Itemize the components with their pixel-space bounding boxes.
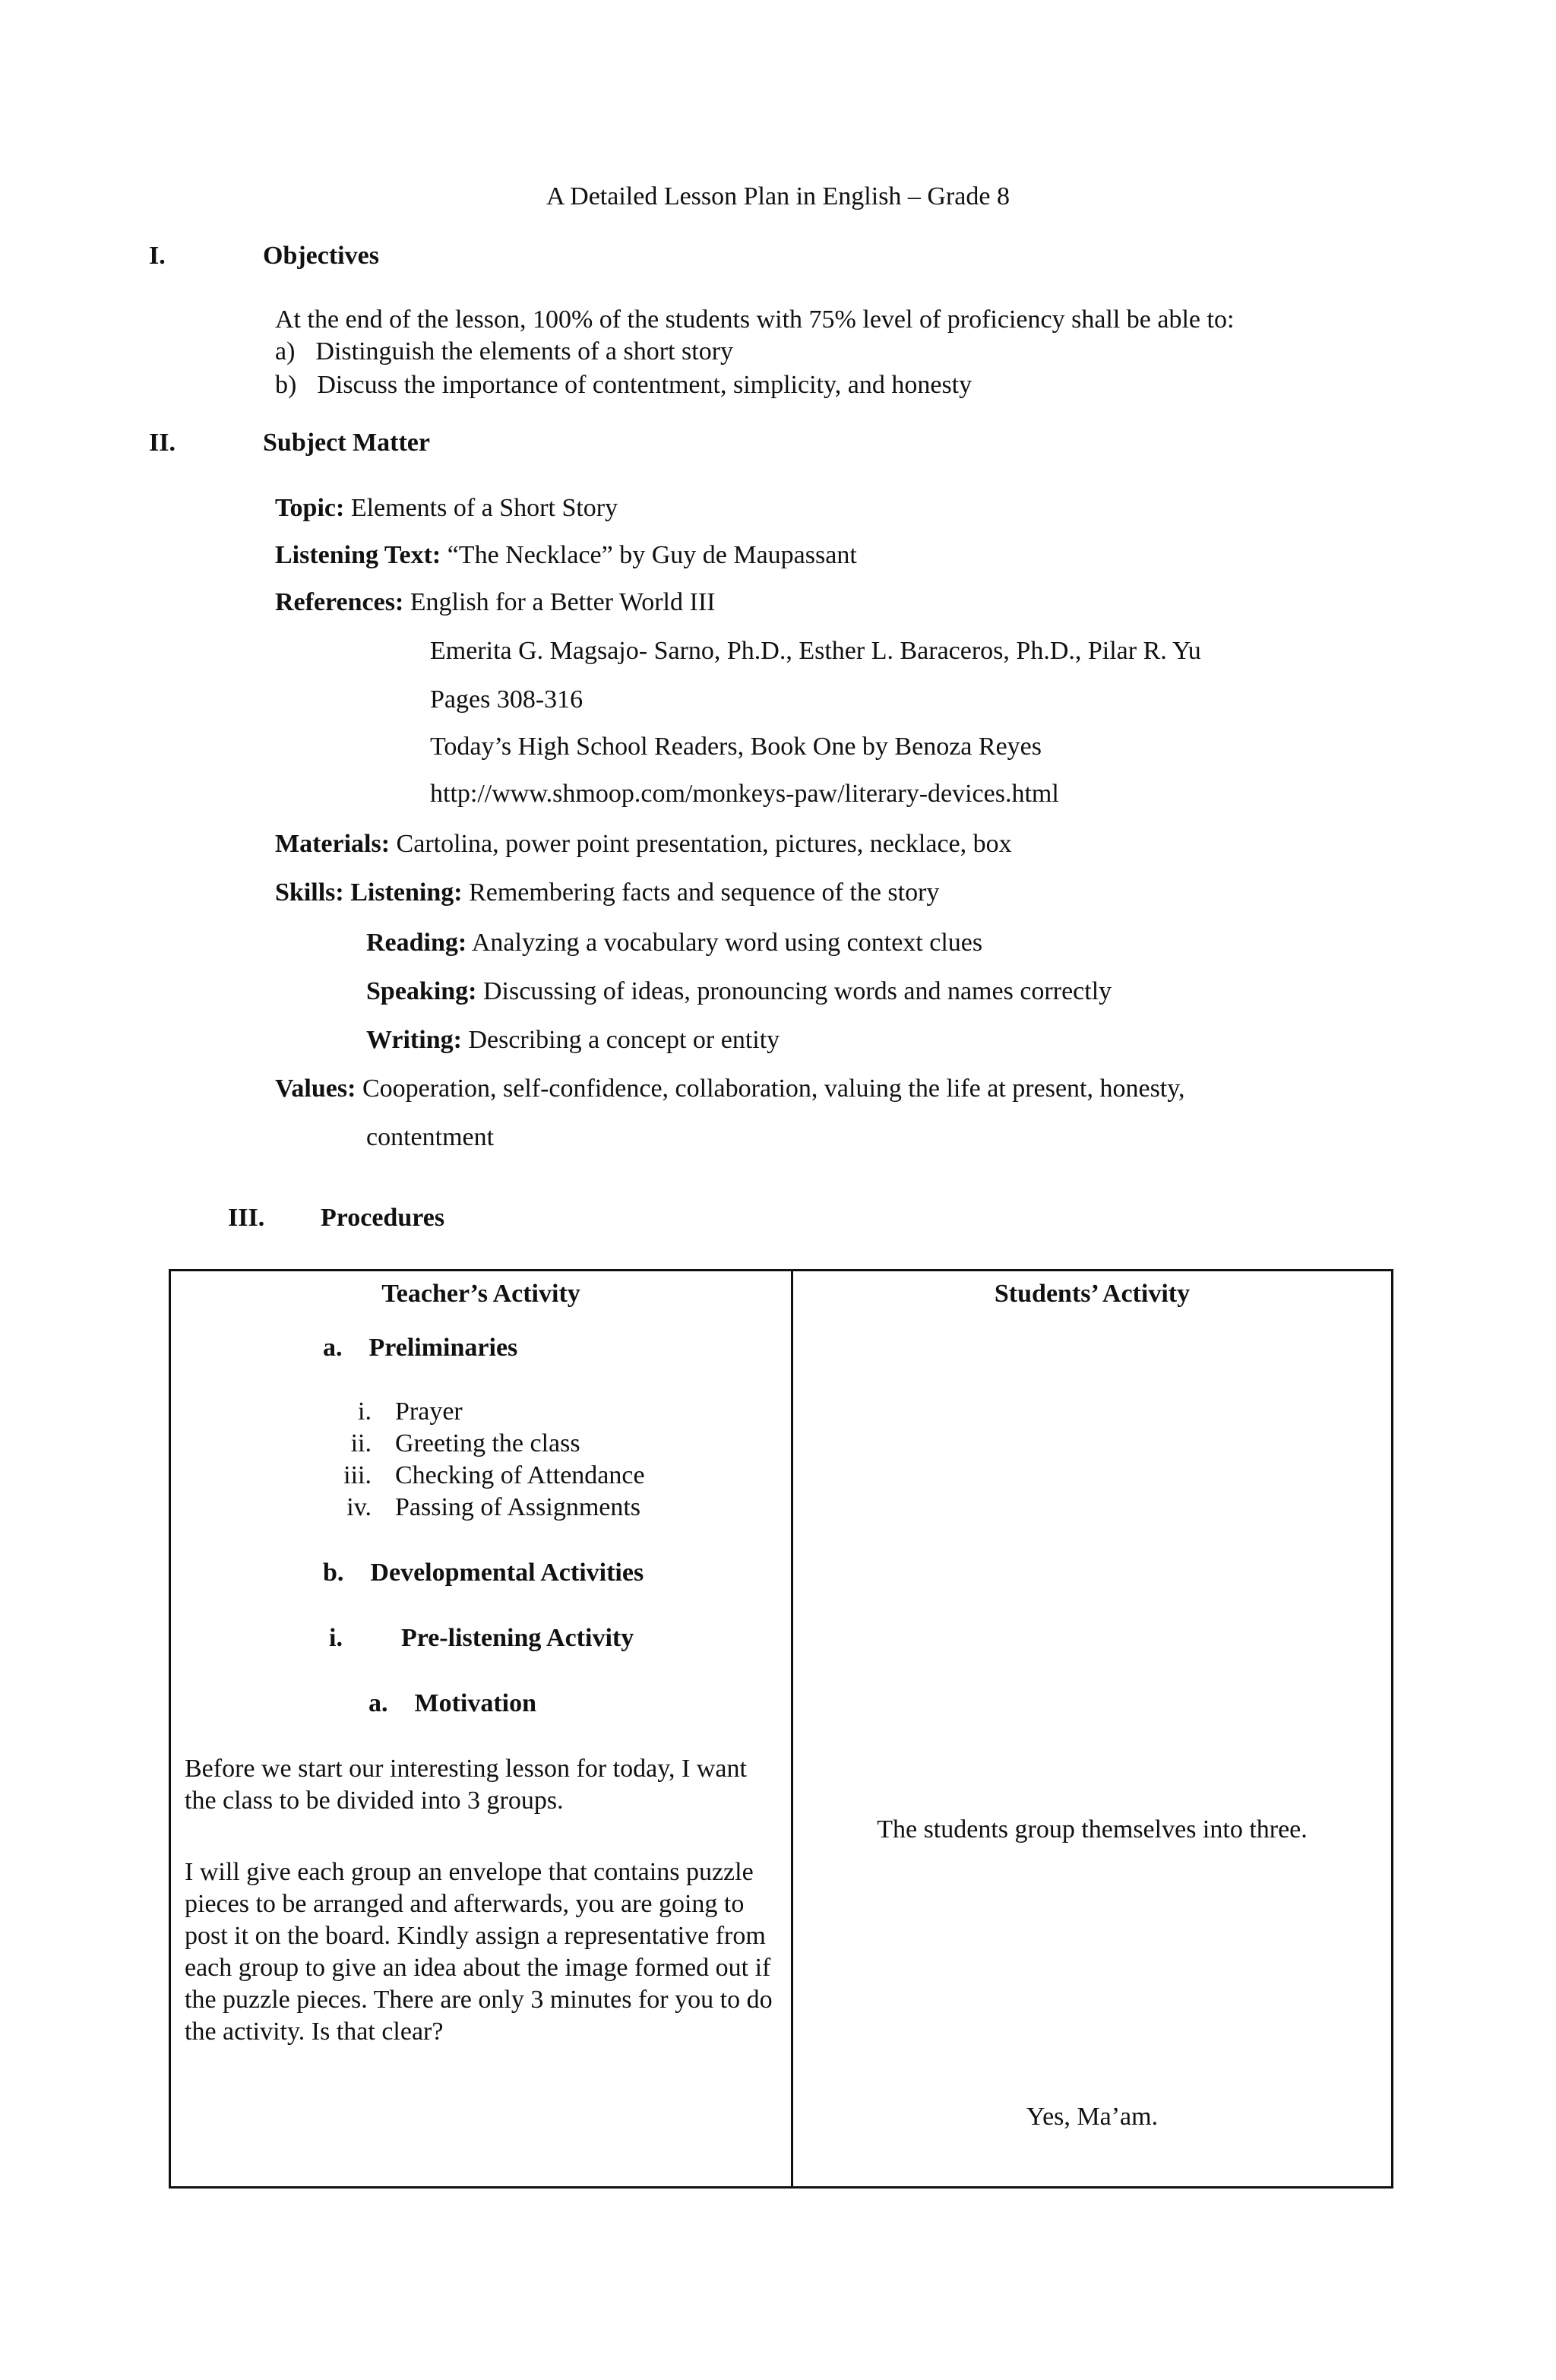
materials-line bbox=[275, 830, 1012, 859]
skill-line bbox=[366, 929, 982, 957]
teacher-activity-header: Teacher’s Activity bbox=[381, 1280, 580, 1308]
section-number-subject-matter: II. bbox=[149, 429, 176, 457]
prelim-item-text: Greeting the class bbox=[395, 1429, 580, 1457]
prelim-item bbox=[171, 1397, 463, 1426]
document-title: A Detailed Lesson Plan in English – Grade 8 bbox=[546, 182, 1010, 210]
prelim-item-text: Prayer bbox=[395, 1397, 463, 1426]
prelim-item bbox=[171, 1429, 580, 1458]
topic-line bbox=[275, 494, 618, 523]
student-response: The students group themselves into three. bbox=[877, 1815, 1308, 1844]
skill-label: Listening: bbox=[350, 878, 463, 907]
skill-label: Reading: bbox=[366, 929, 467, 957]
values-text: Cooperation, self-confidence, collaboration, valuing the life at present, honesty, bbox=[362, 1074, 1185, 1103]
values-text-continued: contentment bbox=[366, 1123, 495, 1151]
pre-listening-marker: i. bbox=[329, 1624, 343, 1652]
procedures-table bbox=[169, 1269, 1393, 2189]
reference-item: Emerita G. Magsajo- Sarno, Ph.D., Esther L. Baraceros, Ph.D., Pilar R. Yu bbox=[430, 637, 1201, 665]
reference-url: http://www.shmoop.com/monkeys-paw/literary-devices.html bbox=[430, 780, 1059, 808]
section-heading-subject-matter: Subject Matter bbox=[263, 429, 430, 457]
topic-label: Topic: bbox=[275, 494, 345, 522]
section-heading-objectives: Objectives bbox=[263, 242, 379, 270]
objective-item bbox=[275, 371, 972, 400]
skill-label: Speaking: bbox=[366, 977, 477, 1005]
skills-label: Skills: bbox=[275, 878, 344, 907]
section-number-procedures: III. bbox=[228, 1204, 265, 1232]
objective-marker: b) bbox=[275, 371, 297, 399]
prelim-item bbox=[171, 1461, 645, 1490]
section-number-objectives: I. bbox=[149, 242, 166, 270]
objectives-intro: At the end of the lesson, 100% of the students with 75% level of proficiency shall be able to: bbox=[275, 305, 1235, 334]
student-response: Yes, Ma’am. bbox=[1026, 2103, 1159, 2131]
objective-text: Distinguish the elements of a short story bbox=[315, 337, 734, 366]
teacher-instruction-paragraph: I will give each group an envelope that contains puzzle pieces to be arranged and afterwards, you are going to post it on the board. Kindly assign a representative from each group to give an idea about the image formed out if the puzzle pieces. There are only 3 minutes for you to do the activity. Is that clear? bbox=[185, 1858, 773, 2046]
topic-value: Elements of a Short Story bbox=[350, 494, 618, 522]
listening-text-label: Listening Text: bbox=[275, 541, 441, 569]
prelim-item-text: Passing of Assignments bbox=[395, 1493, 641, 1521]
preliminaries-marker: a. bbox=[323, 1334, 343, 1362]
pre-listening-label: Pre-listening Activity bbox=[400, 1624, 634, 1652]
students-activity-column bbox=[793, 1271, 1391, 2186]
objective-item bbox=[275, 337, 733, 366]
materials-label: Materials: bbox=[275, 830, 391, 858]
students-activity-header: Students’ Activity bbox=[994, 1280, 1191, 1308]
motivation-heading bbox=[368, 1689, 536, 1718]
listening-text-line bbox=[275, 541, 857, 570]
developmental-label: Developmental Activities bbox=[370, 1559, 644, 1587]
pre-listening-heading bbox=[329, 1624, 634, 1653]
developmental-activities-heading bbox=[323, 1559, 644, 1587]
preliminaries-label: Preliminaries bbox=[368, 1334, 518, 1362]
values-label: Values: bbox=[275, 1074, 356, 1103]
motivation-label: Motivation bbox=[414, 1689, 537, 1717]
skill-text: Remembering facts and sequence of the story bbox=[469, 878, 940, 907]
teacher-instruction-paragraph: Before we start our interesting lesson for today, I want the class to be divided into 3 groups. bbox=[185, 1755, 747, 1815]
prelim-item-marker: iv. bbox=[346, 1493, 372, 1521]
reference-item: Today’s High School Readers, Book One by Benoza Reyes bbox=[430, 733, 1042, 761]
prelim-item-marker: ii. bbox=[350, 1429, 372, 1457]
skill-line bbox=[366, 1026, 780, 1055]
skill-text: Describing a concept or entity bbox=[468, 1026, 780, 1054]
references-label: References: bbox=[275, 588, 404, 616]
skill-line bbox=[366, 977, 1112, 1006]
skill-text: Discussing of ideas, pronouncing words and names correctly bbox=[483, 977, 1112, 1005]
objective-text: Discuss the importance of contentment, simplicity, and honesty bbox=[317, 371, 972, 399]
materials-value: Cartolina, power point presentation, pictures, necklace, box bbox=[396, 830, 1012, 858]
motivation-marker: a. bbox=[368, 1689, 388, 1717]
references-line bbox=[275, 588, 715, 617]
objective-marker: a) bbox=[275, 337, 296, 366]
prelim-item bbox=[171, 1493, 640, 1522]
prelim-item-marker: iii. bbox=[343, 1461, 372, 1489]
listening-text-value: “The Necklace” by Guy de Maupassant bbox=[447, 541, 857, 569]
section-heading-procedures: Procedures bbox=[321, 1204, 445, 1232]
teacher-activity-column bbox=[171, 1271, 791, 2186]
skills-line bbox=[275, 878, 939, 907]
skill-text: Analyzing a vocabulary word using context clues bbox=[471, 929, 983, 957]
prelim-item-marker: i. bbox=[358, 1397, 372, 1426]
preliminaries-heading bbox=[323, 1334, 517, 1362]
prelim-item-text: Checking of Attendance bbox=[395, 1461, 645, 1489]
developmental-marker: b. bbox=[323, 1559, 344, 1587]
reference-item: English for a Better World III bbox=[410, 588, 716, 616]
values-line bbox=[275, 1074, 1185, 1103]
skill-label: Writing: bbox=[366, 1026, 462, 1054]
reference-item: Pages 308-316 bbox=[430, 685, 584, 714]
